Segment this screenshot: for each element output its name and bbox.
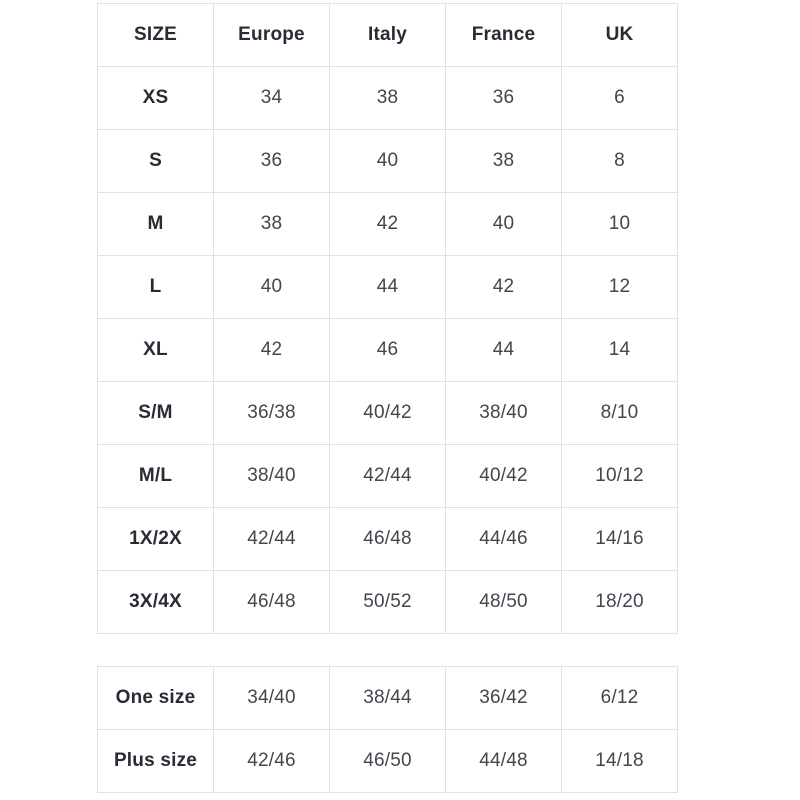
value-cell-france: 44/46 xyxy=(446,508,562,571)
value-cell-uk: 10 xyxy=(562,193,678,256)
size-label-cell: One size xyxy=(98,667,214,730)
value-cell-italy: 38/44 xyxy=(330,667,446,730)
value-cell-italy: 42 xyxy=(330,193,446,256)
size-label-cell: L xyxy=(98,256,214,319)
size-label-cell: S xyxy=(98,130,214,193)
size-label-cell: 3X/4X xyxy=(98,571,214,634)
header-cell-italy: Italy xyxy=(330,4,446,67)
value-cell-france: 38 xyxy=(446,130,562,193)
value-cell-uk: 10/12 xyxy=(562,445,678,508)
table-row-ml xyxy=(98,445,678,508)
header-cell-france: France xyxy=(446,4,562,67)
value-cell-uk: 18/20 xyxy=(562,571,678,634)
value-cell-europe: 42/46 xyxy=(214,730,330,793)
value-cell-france: 36/42 xyxy=(446,667,562,730)
value-cell-uk: 8/10 xyxy=(562,382,678,445)
table-row-xl xyxy=(98,319,678,382)
table-row-xs xyxy=(98,67,678,130)
table-row-m xyxy=(98,193,678,256)
value-cell-italy: 40/42 xyxy=(330,382,446,445)
special-sizes-table xyxy=(97,666,678,793)
table-row-plus-size xyxy=(98,730,678,793)
value-cell-europe: 46/48 xyxy=(214,571,330,634)
tables-container xyxy=(97,3,678,793)
header-cell-size: SIZE xyxy=(98,4,214,67)
value-cell-uk: 14/18 xyxy=(562,730,678,793)
table-row-one-size xyxy=(98,667,678,730)
table-row-3x4x xyxy=(98,571,678,634)
value-cell-italy: 42/44 xyxy=(330,445,446,508)
value-cell-france: 40 xyxy=(446,193,562,256)
table-row-s xyxy=(98,130,678,193)
value-cell-france: 42 xyxy=(446,256,562,319)
size-label-cell: M xyxy=(98,193,214,256)
size-label-cell: XS xyxy=(98,67,214,130)
header-row xyxy=(98,4,678,67)
value-cell-france: 44/48 xyxy=(446,730,562,793)
value-cell-europe: 38/40 xyxy=(214,445,330,508)
table-row-sm xyxy=(98,382,678,445)
size-label-cell: S/M xyxy=(98,382,214,445)
size-label-cell: Plus size xyxy=(98,730,214,793)
special-sizes-table-body xyxy=(98,667,678,793)
value-cell-uk: 14/16 xyxy=(562,508,678,571)
value-cell-italy: 50/52 xyxy=(330,571,446,634)
value-cell-france: 36 xyxy=(446,67,562,130)
table-row-1x2x xyxy=(98,508,678,571)
value-cell-uk: 14 xyxy=(562,319,678,382)
value-cell-italy: 44 xyxy=(330,256,446,319)
value-cell-uk: 6/12 xyxy=(562,667,678,730)
value-cell-france: 44 xyxy=(446,319,562,382)
value-cell-italy: 46 xyxy=(330,319,446,382)
value-cell-uk: 8 xyxy=(562,130,678,193)
value-cell-uk: 6 xyxy=(562,67,678,130)
value-cell-europe: 40 xyxy=(214,256,330,319)
value-cell-europe: 34 xyxy=(214,67,330,130)
value-cell-europe: 34/40 xyxy=(214,667,330,730)
value-cell-italy: 40 xyxy=(330,130,446,193)
value-cell-france: 38/40 xyxy=(446,382,562,445)
value-cell-france: 48/50 xyxy=(446,571,562,634)
header-cell-uk: UK xyxy=(562,4,678,67)
value-cell-uk: 12 xyxy=(562,256,678,319)
size-conversion-table-body xyxy=(98,67,678,634)
value-cell-europe: 38 xyxy=(214,193,330,256)
table-row-l xyxy=(98,256,678,319)
size-label-cell: 1X/2X xyxy=(98,508,214,571)
size-conversion-table-header xyxy=(98,4,678,67)
value-cell-europe: 42 xyxy=(214,319,330,382)
size-conversion-table xyxy=(97,3,678,634)
value-cell-italy: 46/50 xyxy=(330,730,446,793)
value-cell-europe: 36/38 xyxy=(214,382,330,445)
size-label-cell: XL xyxy=(98,319,214,382)
value-cell-europe: 36 xyxy=(214,130,330,193)
value-cell-france: 40/42 xyxy=(446,445,562,508)
header-cell-europe: Europe xyxy=(214,4,330,67)
value-cell-italy: 46/48 xyxy=(330,508,446,571)
value-cell-europe: 42/44 xyxy=(214,508,330,571)
size-label-cell: M/L xyxy=(98,445,214,508)
value-cell-italy: 38 xyxy=(330,67,446,130)
